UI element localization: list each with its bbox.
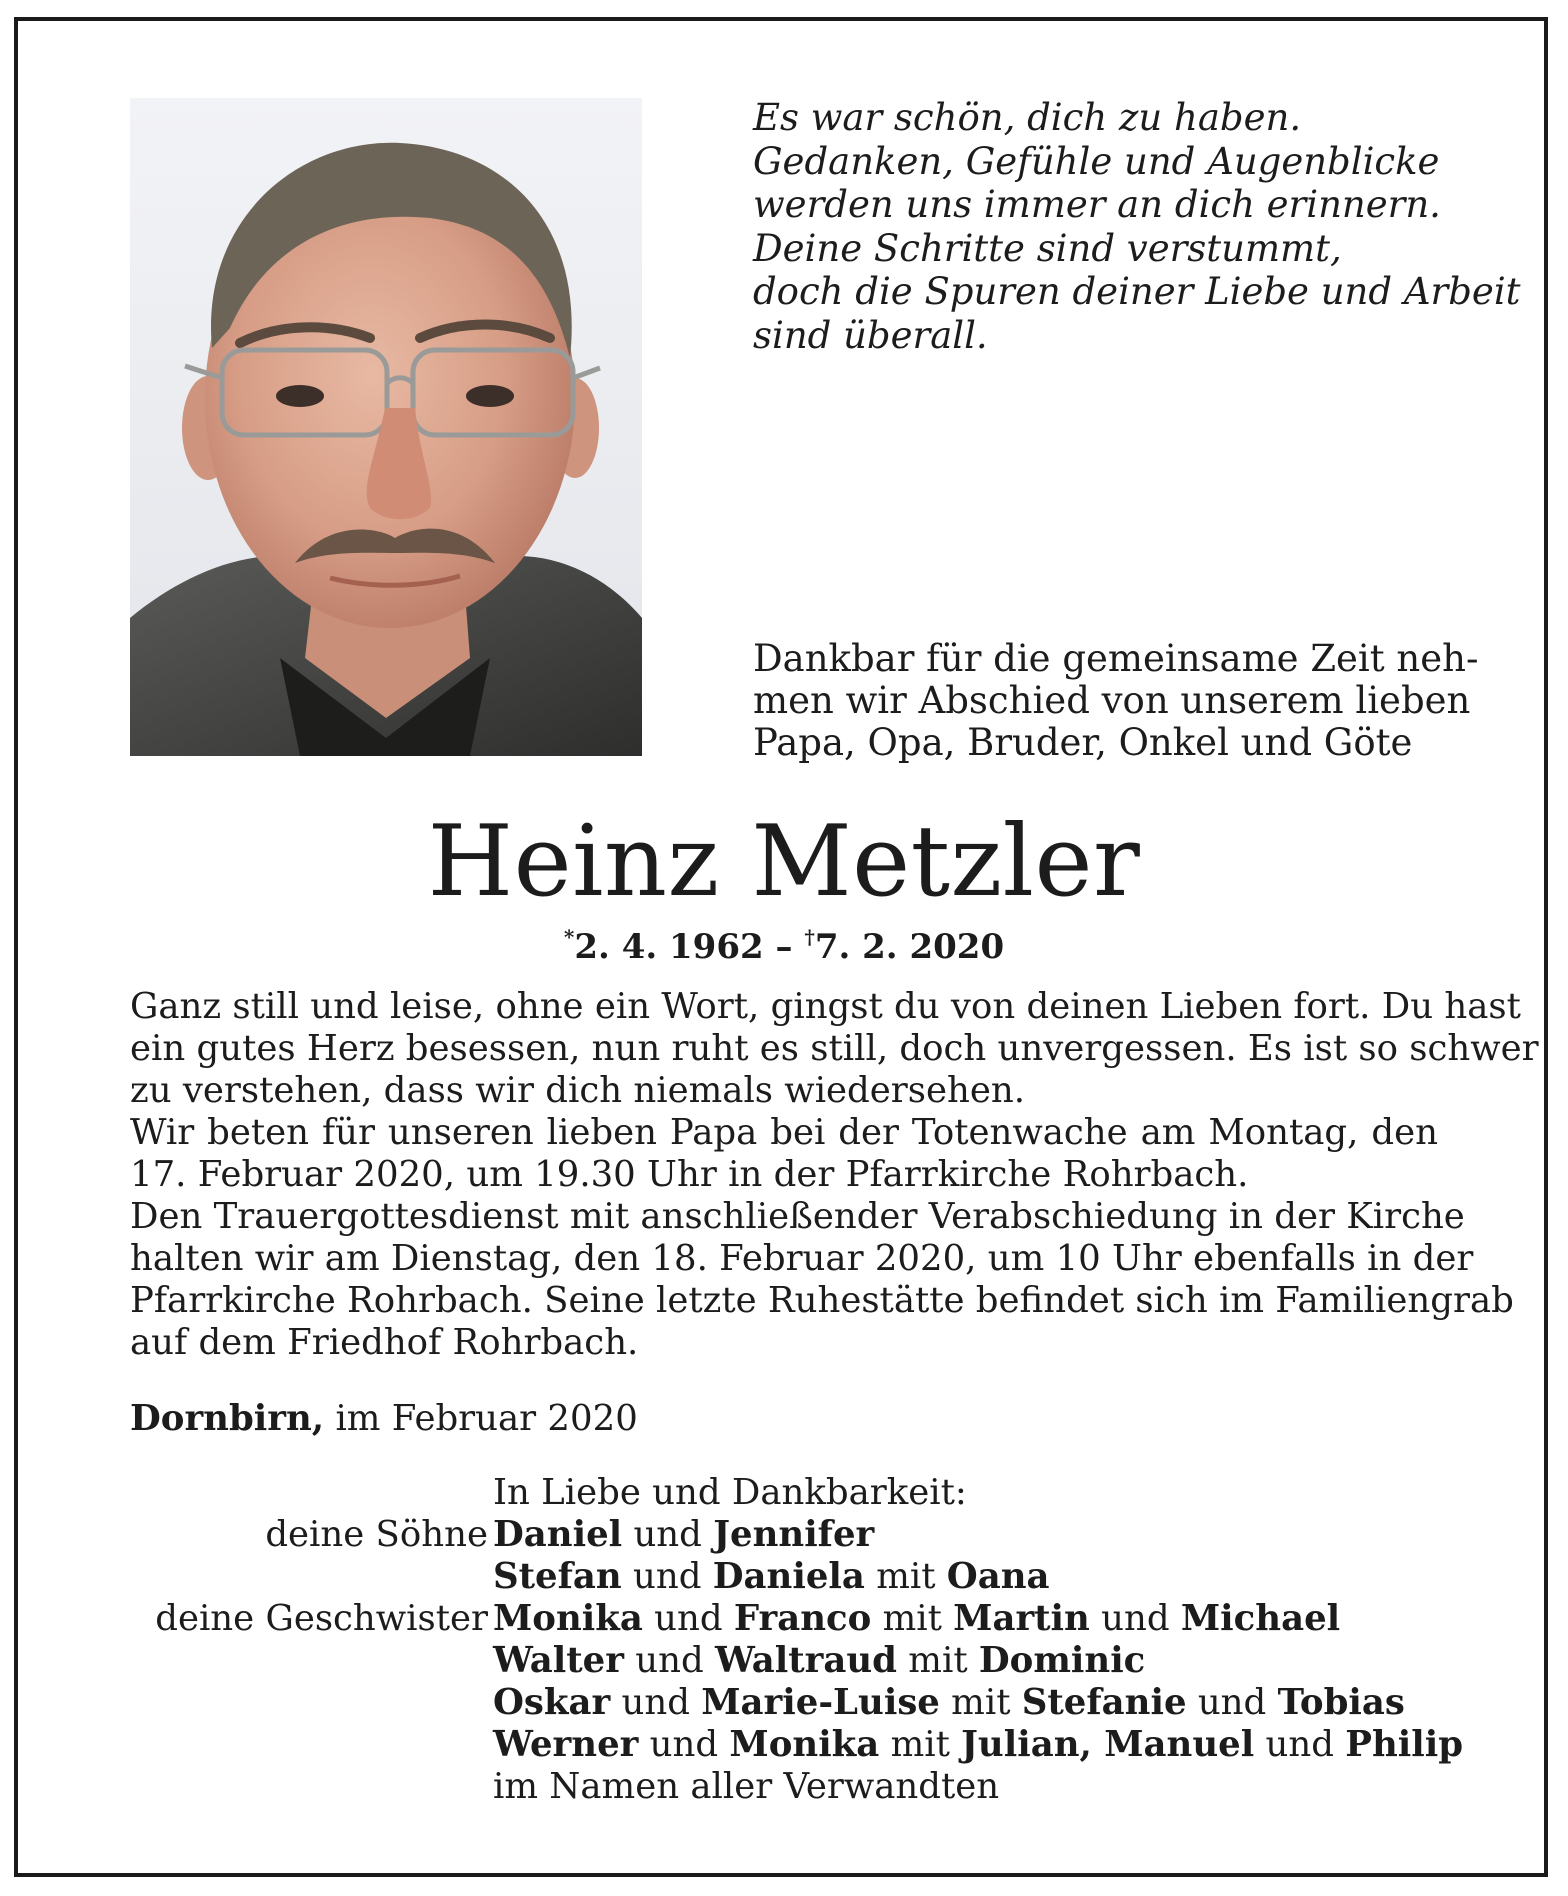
sons-row	[0, 1514, 1568, 1556]
place-city: Dornbirn,	[130, 1398, 325, 1439]
siblings-row	[0, 1640, 1568, 1682]
farewell-intro	[753, 637, 1479, 764]
intro-line: Dankbar für die gemeinsame Zeit neh-	[753, 637, 1479, 680]
body-line: Den Trauergottesdienst mit anschließender Verabschiedung in der Kirche	[130, 1196, 1465, 1237]
siblings-names: Werner und Monika mit Julian, Manuel und Philip	[493, 1724, 1464, 1765]
intro-line: Papa, Opa, Bruder, Onkel und Göte	[753, 721, 1413, 764]
siblings-names: Monika und Franco mit Martin und Michael	[493, 1598, 1341, 1639]
birth-date: 2. 4. 1962	[574, 927, 764, 967]
sons-label: deine Söhne	[265, 1514, 488, 1555]
body-line: zu verstehen, dass wir dich niemals wiedersehen.	[130, 1070, 1026, 1111]
body-text	[130, 986, 1539, 1364]
life-dates	[0, 916, 1568, 968]
intro-line: men wir Abschied von unserem lieben	[753, 679, 1471, 722]
signoff-block	[0, 1472, 1568, 1808]
poem-line: Deine Schritte sind verstummt,	[753, 226, 1342, 270]
body-line: 17. Februar 2020, um 19.30 Uhr in der Pfarrkirche Rohrbach.	[130, 1154, 1249, 1195]
poem-line: Gedanken, Gefühle und Augenblicke	[753, 139, 1440, 183]
siblings-row	[0, 1598, 1568, 1640]
body-line: ein gutes Herz besessen, nun ruht es still, doch unvergessen. Es ist so schwer	[130, 1028, 1539, 1069]
death-date: 7. 2. 2020	[814, 927, 1005, 967]
body-line: Ganz still und leise, ohne ein Wort, gingst du von deinen Lieben fort. Du hast	[130, 986, 1521, 1027]
place-date	[130, 1398, 638, 1440]
siblings-names: Walter und Waltraud mit Dominic	[493, 1640, 1146, 1681]
sons-names: Daniel und Jennifer	[493, 1514, 875, 1555]
siblings-names: Oskar und Marie-Luise mit Stefanie und Tobias	[493, 1682, 1405, 1723]
place-date-text: im Februar 2020	[324, 1398, 638, 1439]
signoff-closing: im Namen aller Verwandten	[493, 1766, 1000, 1807]
body-line: Pfarrkirche Rohrbach. Seine letzte Ruhestätte befindet sich im Familiengrab	[130, 1280, 1514, 1321]
poem-line: sind überall.	[753, 313, 988, 357]
body-line: Wir beten für unseren lieben Papa bei der Totenwache am Montag, den	[130, 1112, 1438, 1153]
siblings-label: deine Geschwister	[155, 1598, 488, 1639]
signoff-heading-row	[0, 1472, 1568, 1514]
date-separator: –	[763, 927, 805, 967]
poem-line: doch die Spuren deiner Liebe und Arbeit	[753, 270, 1521, 313]
sons-row	[0, 1556, 1568, 1598]
siblings-row	[0, 1724, 1568, 1766]
closing-row	[0, 1766, 1568, 1808]
poem-line: werden uns immer an dich erinnern.	[753, 183, 1441, 226]
body-line: auf dem Friedhof Rohrbach.	[130, 1322, 639, 1363]
portrait-photo	[130, 98, 642, 756]
birth-symbol: *	[563, 925, 575, 949]
sons-names: Stefan und Daniela mit Oana	[493, 1556, 1050, 1597]
poem-line: Es war schön, dich zu haben.	[753, 96, 1302, 139]
siblings-row	[0, 1682, 1568, 1724]
signoff-heading: In Liebe und Dankbarkeit:	[493, 1472, 967, 1513]
deceased-name: Heinz Metzler	[427, 805, 1141, 919]
body-line: halten wir am Dienstag, den 18. Februar 2020, um 10 Uhr ebenfalls in der	[130, 1238, 1474, 1279]
memorial-poem	[753, 96, 1521, 357]
death-symbol: †	[804, 925, 815, 949]
